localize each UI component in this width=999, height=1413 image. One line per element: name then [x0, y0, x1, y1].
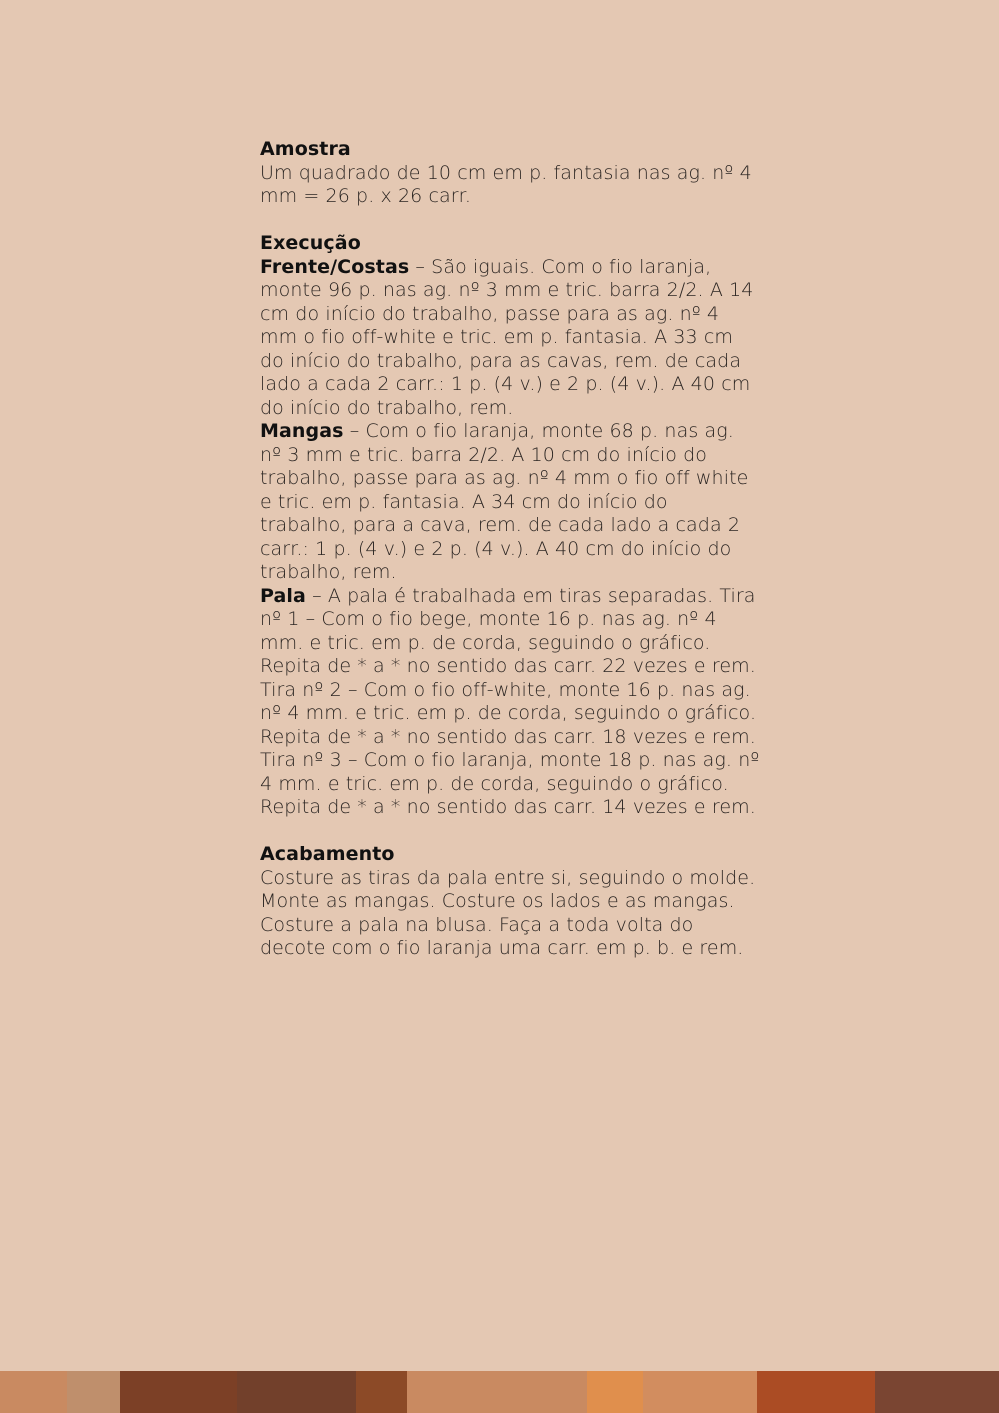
paragraph-text: Costure as tiras da pala entre si, seguindo o molde. Monte as mangas. Costure os lados e as mangas. Costure a pala na blusa. Faça a toda volta do decote com o fio laranja uma carr. em p. b. e rem. — [260, 866, 756, 959]
paragraph-lead: Frente/Costas — [260, 255, 410, 278]
section-heading: Acabamento — [260, 843, 395, 865]
paragraph-text: – A pala é trabalhada em tiras separadas. Tira nº 1 – Com o fio bege, monte 16 p. nas ag. nº 4 mm. e tric. em p. de corda, seguindo o gráfico. Repita de * a * no sentido das carr. 22 vezes e rem. Tira nº 2 – Com o fio off-white, monte 16 p. nas ag. nº 4 mm. e tric. em p. de corda, seguindo o gráfico. Repita de * a * no sentido das carr. 18 vezes e rem. Tira nº 3 – Com o fio laranja, monte 18 p. nas ag. nº 4 mm. e tric. em p. de corda, seguindo o gráfico. Repita de * a * no sentido das carr. 14 vezes e rem. — [260, 584, 760, 818]
color-swatch — [237, 1371, 356, 1413]
section-execucao — [260, 232, 760, 820]
paragraph — [260, 420, 760, 585]
color-swatch — [757, 1371, 875, 1413]
section-amostra — [260, 138, 760, 209]
paragraph-text: – Com o fio laranja, monte 68 p. nas ag. nº 3 mm e tric. barra 2/2. A 10 cm do início do trabalho, passe para as ag. nº 4 mm o fio off white e tric. em p. fantasia. A 34 cm do início do trabalho, para a cava, rem. de cada lado a cada 2 carr.: 1 p. (4 v.) e 2 p. (4 v.). A 40 cm do início do trabalho, rem. — [260, 420, 749, 583]
paragraph-lead: Pala — [260, 584, 306, 607]
color-swatch — [356, 1371, 407, 1413]
color-palette-bar — [0, 1371, 999, 1413]
section-heading: Amostra — [260, 138, 351, 160]
color-swatch — [67, 1371, 120, 1413]
section-heading: Execução — [260, 232, 361, 254]
section-acabamento — [260, 843, 760, 961]
color-swatch — [120, 1371, 237, 1413]
paragraph-text: – São iguais. Com o fio laranja, monte 96 p. nas ag. nº 3 mm e tric. barra 2/2. A 14 cm do início do trabalho, passe para as ag. nº 4 mm o fio off-white e tric. em p. fantasia. A 33 cm do início do trabalho, para as cavas, rem. de cada lado a cada 2 carr.: 1 p. (4 v.) e 2 p. (4 v.). A 40 cm do início do trabalho, rem. — [260, 255, 754, 419]
color-swatch — [407, 1371, 587, 1413]
color-swatch — [0, 1371, 67, 1413]
paragraph — [260, 162, 760, 209]
paragraph-lead: Mangas — [260, 420, 344, 442]
paragraph — [260, 585, 760, 820]
paragraph — [260, 256, 760, 421]
paragraph-text: Um quadrado de 10 cm em p. fantasia nas ag. nº 4 mm = 26 p. x 26 carr. — [260, 161, 752, 207]
color-swatch — [643, 1371, 757, 1413]
color-swatch — [875, 1371, 999, 1413]
paragraph — [260, 867, 760, 961]
color-swatch — [587, 1371, 643, 1413]
pattern-instructions — [260, 138, 760, 984]
